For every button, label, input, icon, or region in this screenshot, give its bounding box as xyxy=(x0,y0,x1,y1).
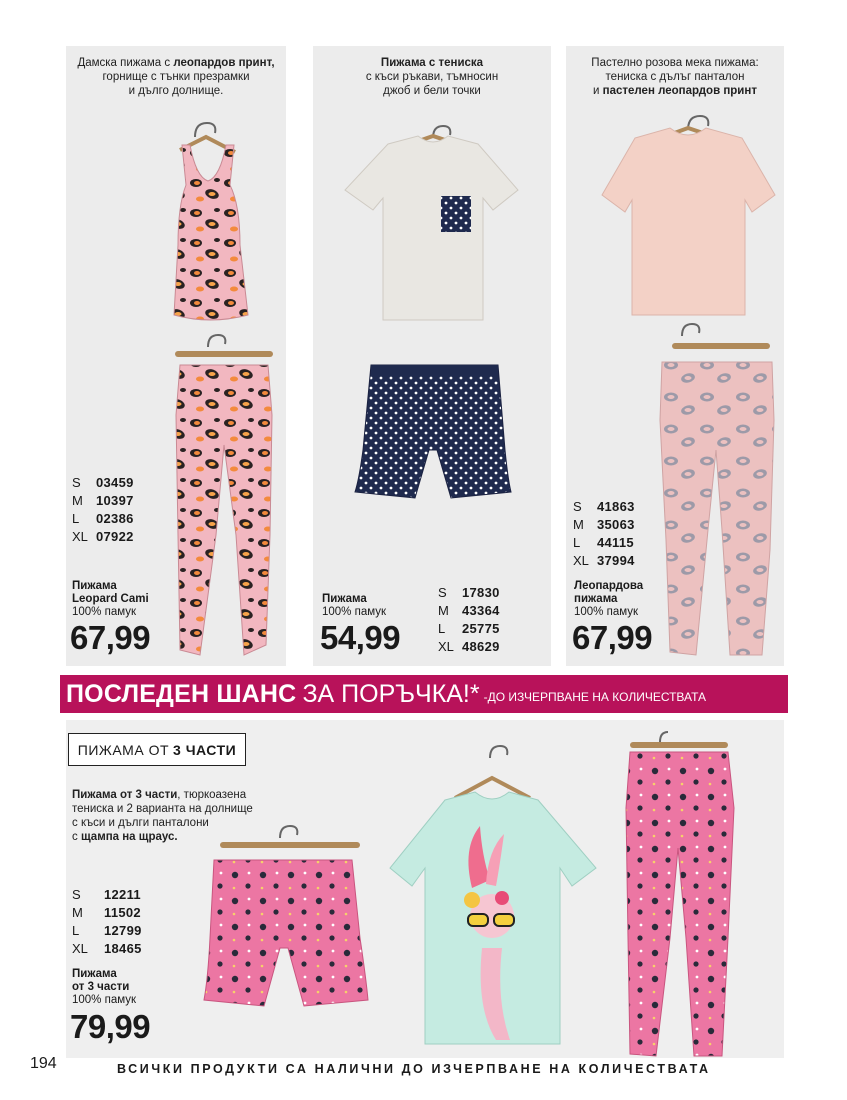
product-price: 67,99 xyxy=(572,619,653,656)
tshirt-shorts-image xyxy=(333,120,533,520)
product-name: Пижама Leopard Cami xyxy=(72,580,149,605)
product-fabric: 100% памук xyxy=(72,994,137,1006)
product-price: 67,99 xyxy=(70,619,151,656)
product-fabric: 100% памук xyxy=(574,606,639,618)
banner-note-text: -ДО ИЗЧЕРПВАНЕ НА КОЛИЧЕСТВАТА xyxy=(483,690,707,704)
three-piece-image xyxy=(200,738,780,1058)
product-fabric: 100% памук xyxy=(72,606,137,618)
footer-note: ВСИЧКИ ПРОДУКТИ СА НАЛИЧНИ ДО ИЗЧЕРПВАНЕ НА КОЛИЧЕСТВАТА xyxy=(117,1062,711,1076)
product-name: Пижама от 3 части xyxy=(72,968,130,993)
size-list: S 41863 M 35063 L 44115 XL 37994 xyxy=(573,499,635,568)
product-price: 79,99 xyxy=(70,1008,151,1045)
product-name: Пижама xyxy=(322,593,367,605)
product-description: Пижама от 3 части, тюркоазена тениска и 2 варианта на долнище с къси и дълги панталони с щампа на щраус. xyxy=(72,789,253,843)
size-list: S 12211 M 11502 L 12799 XL 18465 xyxy=(72,887,142,956)
product-description: Дамска пижама с леопардов принт, горнище с тънки презрамки и дълго долнище. xyxy=(77,57,275,97)
pastel-leopard-image xyxy=(590,100,790,660)
size-list: S 03459 M 10397 L 02386 XL 07922 xyxy=(72,475,134,544)
product-name: Леопардова пижама xyxy=(574,580,644,605)
product-price: 54,99 xyxy=(320,619,401,656)
product-description: Пастелно розова мека пижама: тениска с дълъг панталон и пастелен леопардов принт xyxy=(591,57,759,97)
product-description: Пижама с тениска с къси ръкави, тъмносин джоб и бели точки xyxy=(365,57,499,97)
three-piece-tag: ПИЖАМА ОТ 3 ЧАСТИ xyxy=(68,733,246,766)
banner-regular-text: ЗА ПОРЪЧКА!* xyxy=(302,679,480,708)
banner-bold-text: ПОСЛЕДЕН ШАНС xyxy=(66,679,297,708)
size-list: S 17830 M 43364 L 25775 XL 48629 xyxy=(438,585,500,654)
product-fabric: 100% памук xyxy=(322,606,387,618)
page-number: 194 xyxy=(30,1055,57,1072)
last-chance-banner xyxy=(60,675,788,713)
